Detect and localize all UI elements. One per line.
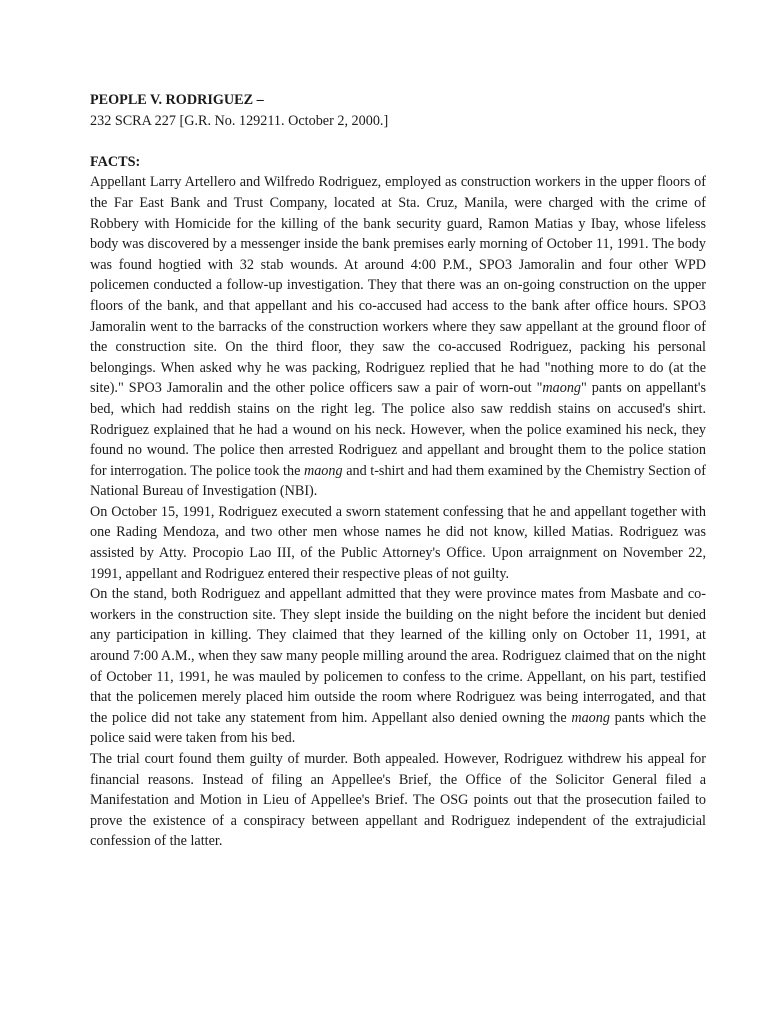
facts-paragraph-1: Appellant Larry Artellero and Wilfredo Rodriguez, employed as construction workers in the upper floors of the Far East Bank and Trust Company, located at Sta. Cruz, Manila, were charged with the crime of Robbery with Homicide for the killing of the bank security guard, Ramon Matias y Ibay, whose lifeless body was discovered by a messenger inside the bank premises early morning of October 11, 1991. The body was found hogtied with 32 stab wounds. At around 4:00 P.M., SPO3 Jamoralin and four other WPD policemen conducted a follow-up investigation. They that there was an on-going construction on the upper floors of the bank, and that appellant and his co-accused had access to the bank after office hours. SPO3 Jamoralin went to the barracks of the construction workers where they saw appellant at the ground floor of the construction site. On the third floor, they saw the co-accused Rodriguez, packing his personal belongings. When asked why he was packing, Rodriguez replied that he had "nothing more to do (at the site)." SPO3 Jamoralin and the other police officers saw a pair of worn-out "maong" pants on appellant's bed, which had reddish stains on the right leg. The police also saw reddish stains on accused's shirt. Rodriguez explained that he had a wound on his neck. However, when the police examined his neck, they found no wound. The police then arrested Rodriguez and appellant and brought them to the police station for interrogation. The police took the maong and t-shirt and had them examined by the Chemistry Section of National Bureau of Investigation (NBI). [90,174,707,500]
italic-term: maong [571,709,610,726]
case-title: PEOPLE V. RODRIGUEZ – [90,92,264,108]
facts-paragraph-4: The trial court found them guilty of murder. Both appealed. However, Rodriguez withdrew his appeal for financial reasons. Instead of filing an Appellee's Brief, the Office of the Solicitor General filed a Manifestation and Motion in Lieu of Appellee's Brief. The OSG points out that the prosecution failed to prove the existence of a conspiracy between appellant and Rodriguez independent of the extrajudicial confession of the latter. [90,751,706,850]
facts-heading: FACTS: [90,153,141,170]
document-page [90,90,706,852]
facts-paragraph-2: On October 15, 1991, Rodriguez executed a sworn statement confessing that he and appellant together with one Rading Mendoza, and two other men whose names he did not know, killed Matias. Rodriguez was assisted by Atty. Procopio Lao III, of the Public Attorney's Office. Upon arraignment on November 22, 1991, appellant and Rodriguez entered their respective pleas of not guilty. [90,503,706,582]
case-citation: 232 SCRA 227 [G.R. No. 129211. October 2, 2000.] [90,112,389,129]
facts-paragraph-3: On the stand, both Rodriguez and appellant admitted that they were province mates from Masbate and co-workers in the construction site. They slept inside the building on the night before the incident but denied any participation in killing. They claimed that they learned of the killing only on October 11, 1991, at around 7:00 A.M., when they saw many people milling around the area. Rodriguez claimed that on the night of October 11, 1991, he was mauled by policemen to confess to the crime. Appellant, on his part, testified that the policemen merely placed him outside the room where Rodriguez was being interrogated, and that the police did not take any statement from him. Appellant also denied owning the maong pants which the police said were taken from his bed. [90,586,706,747]
italic-term: maong [303,462,343,479]
italic-term: maong [542,380,582,397]
